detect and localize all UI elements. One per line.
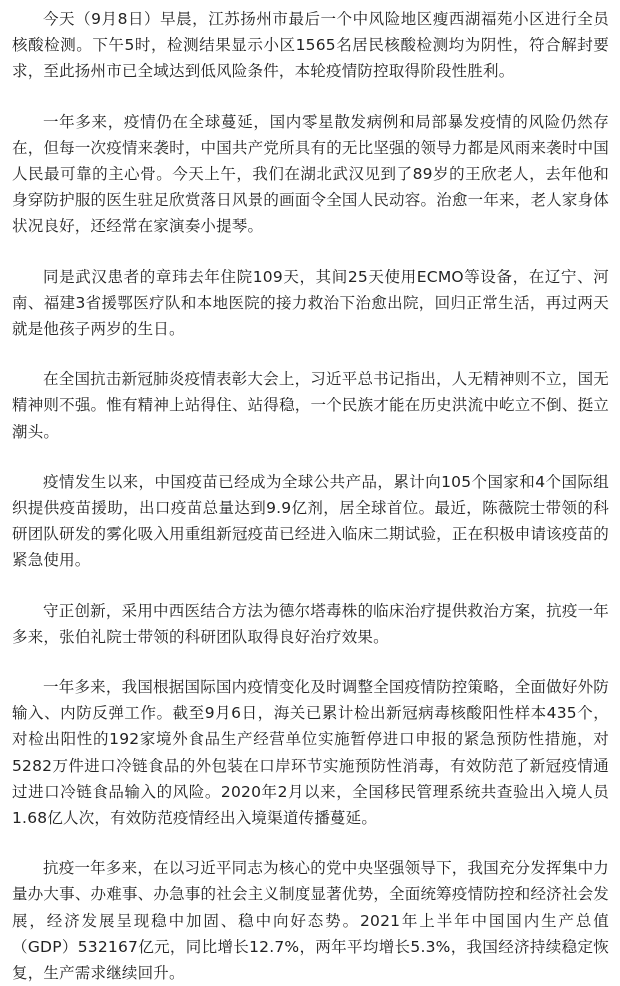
paragraph-6: 守正创新，采用中西医结合方法为德尔塔毒株的临床治疗提供救治方案，抗疫一年多来，张伯礼院士带领的科研团队取得良好治疗效果。 xyxy=(12,601,609,646)
paragraph-8: 抗疫一年多来，在以习近平同志为核心的党中央坚强领导下，我国充分发挥集中力量办大事、办难事、办急事的社会主义制度显著优势，全面统筹疫情防控和经济社会发展，经济发展呈现稳中加固、稳中向好态势。2021年上半年中国国内生产总值（GDP）532167亿元，同比增长12.7%，两年平均增长5.3%，我国经济持续稳定恢复，生产需求继续回升。 xyxy=(12,859,609,983)
paragraph-7: 一年多来，我国根据国际国内疫情变化及时调整全国疫情防控策略，全面做好外防输入、内防反弹工作。截至9月6日，海关已累计检出新冠病毒核酸阳性样本435个，对检出阳性的192家境外食品生产经营单位实施暂停进口申报的紧急预防性措施，对5282万件进口冷链食品的外包装在口岸环节实施预防性消毒，有效防范了新冠疫情通过进口冷链食品输入的风险。2020年2月以来，全国移民管理系统共查验出入境人员1.68亿人次，有效防范疫情经出入境渠道传播蔓延。 xyxy=(12,678,609,828)
paragraph-3: 同是武汉患者的章玮去年住院109天，其间25天使用ECMO等设备，在辽宁、河南、福建3省援鄂医疗队和本地医院的接力救治下治愈出院，回归正常生活，再过两天就是他孩子两岁的生日。 xyxy=(12,267,609,339)
paragraph-1: 今天（9月8日）早晨，江苏扬州市最后一个中风险地区瘦西湖福苑小区进行全员核酸检测。下午5时，检测结果显示小区1565名居民核酸检测均为阴性，符合解封要求，至此扬州市已全域达到低风险条件，本轮疫情防控取得阶段性胜利。 xyxy=(12,10,609,81)
paragraph-2: 一年多来，疫情仍在全球蔓延，国内零星散发病例和局部暴发疫情的风险仍然存在，但每一次疫情来袭时，中国共产党所具有的无比坚强的领导力都是风雨来袭时中国人民最可靠的主心骨。今天上午，我们在湖北武汉见到了89岁的王欣老人，去年他和身穿防护服的医生驻足欣赏落日风景的画面令全国人民动容。治愈一年来，老人家身体状况良好，还经常在家演奏小提琴。 xyxy=(12,112,609,236)
paragraph-4: 在全国抗击新冠肺炎疫情表彰大会上，习近平总书记指出，人无精神则不立，国无精神则不强。惟有精神上站得住、站得稳，一个民族才能在历史洪流中屹立不倒、挺立潮头。 xyxy=(12,370,609,441)
paragraph-5: 疫情发生以来，中国疫苗已经成为全球公共产品，累计向105个国家和4个国际组织提供疫苗援助，出口疫苗总量达到9.9亿剂，居全球首位。最近，陈薇院士带领的科研团队研发的雾化吸入用重组新冠疫苗已经进入临床二期试验，正在积极申请该疫苗的紧急使用。 xyxy=(12,472,609,570)
